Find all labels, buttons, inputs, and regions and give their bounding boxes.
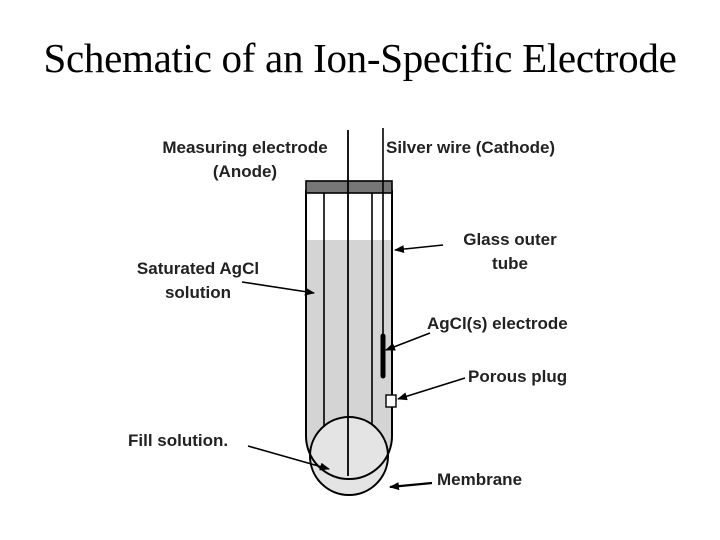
label-agcl-electrode: AgCl(s) electrode: [427, 314, 568, 333]
label-silver-wire: Silver wire (Cathode): [386, 138, 556, 157]
porous-plug: [386, 395, 396, 407]
label-glass-outer-tube: Glass outer: [463, 230, 557, 249]
label-measuring-electrode-anode: (Anode): [212, 162, 278, 181]
electrode-cap: [306, 181, 392, 193]
arrow-porous-plug: [398, 378, 465, 399]
arrow-membrane: [390, 483, 432, 487]
fill-solution-bulb: [310, 417, 388, 495]
arrow-glass-outer-tube: [395, 245, 443, 250]
label-glass-outer-tube-line2: tube: [492, 254, 528, 273]
arrow-saturated-agcl: [242, 282, 314, 293]
slide-title: Schematic of an Ion-Specific Electrode: [43, 35, 677, 81]
label-fill-solution: Fill solution.: [128, 431, 229, 450]
label-saturated-agcl: Saturated AgCl: [136, 259, 260, 278]
label-porous-plug: Porous plug: [468, 367, 568, 386]
label-saturated-agcl-solution: solution: [164, 283, 232, 302]
label-measuring-electrode: Measuring electrode: [162, 138, 328, 157]
label-membrane: Membrane: [437, 470, 523, 489]
